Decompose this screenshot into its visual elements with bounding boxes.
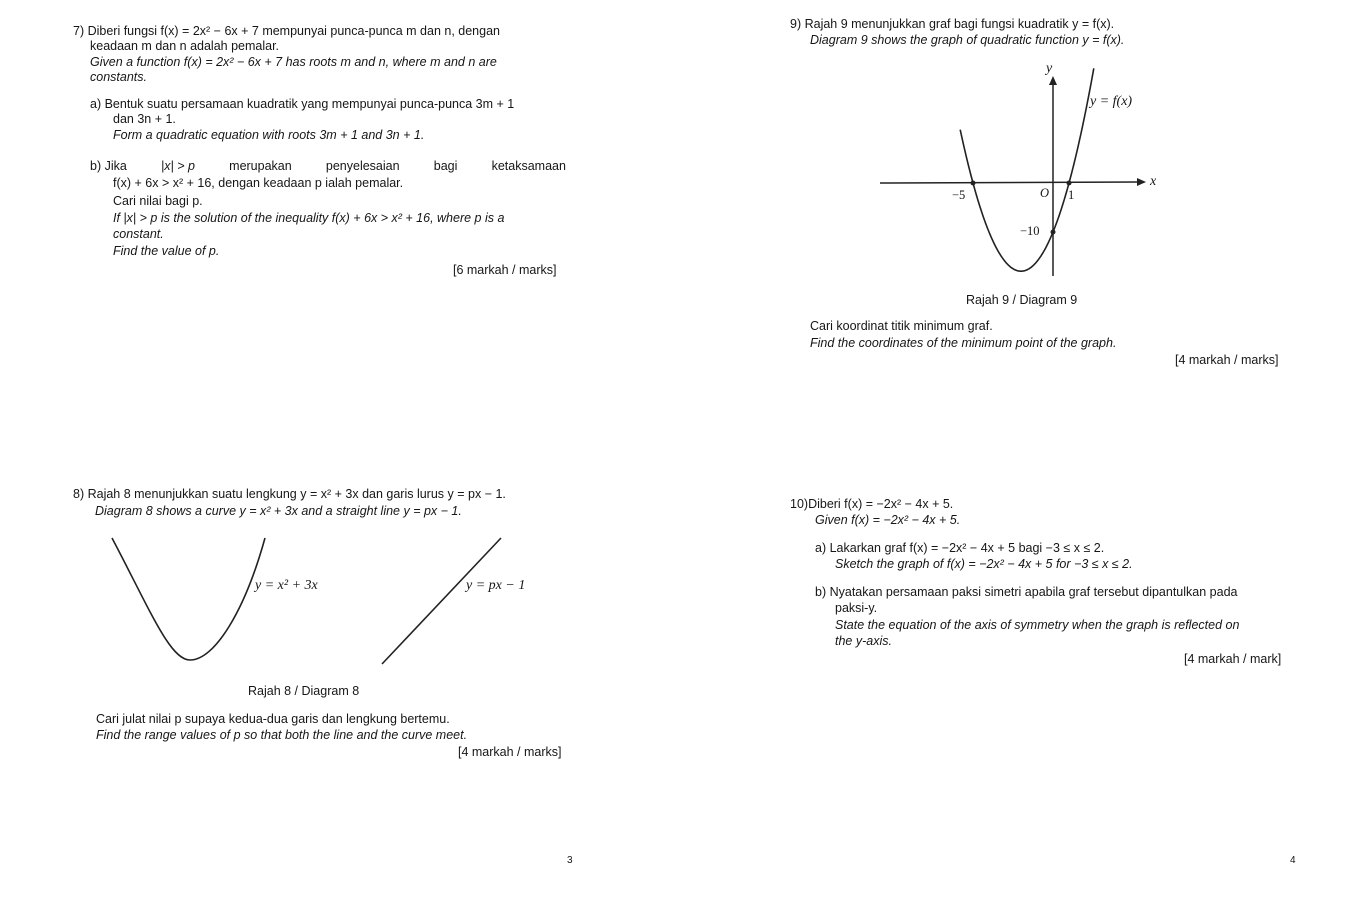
q7b-line: f(x) + 6x > x² + 16, dengan keadaan p ialah pemalar. [113,176,404,190]
q7b-line: constant. [113,227,164,241]
q7a-line: dan 3n + 1. [113,112,176,126]
origin-label: O [1040,186,1050,200]
q7b-word: penyelesaian [325,159,400,173]
x-axis-label: x [1150,174,1157,189]
q10-line: 10)Diberi f(x) = −2x² − 4x + 5. [790,497,954,511]
q7b-line: Find the value of p. [113,244,220,258]
curve-label: y = x² + 3x [255,578,318,593]
q7-line: 7) Diberi fungsi f(x) = 2x² − 6x + 7 mempunyai punca-punca m dan n, dengan [73,24,500,38]
q9-question: Find the coordinates of the minimum point of the graph. [810,336,1117,350]
diagram-9-caption: Rajah 9 / Diagram 9 [966,293,1078,307]
q7a-line: Form a quadratic equation with roots 3m + 1 and 3n + 1. [113,128,425,142]
q10b-line: paksi-y. [835,601,878,615]
q7a-line: a) Bentuk suatu persamaan kuadratik yang mempunyai punca-punca 3m + 1 [90,97,515,111]
q7b-word: bagi [433,159,458,173]
intercept-label: −10 [1020,224,1040,238]
q7-line: constants. [90,70,147,84]
q9-line: 9) Rajah 9 menunjukkan graf bagi fungsi kuadratik y = f(x). [790,17,1115,31]
q10-marks: [4 markah / mark] [1184,652,1282,666]
q9-line: Diagram 9 shows the graph of quadratic function y = f(x). [810,33,1125,47]
q10b-line: State the equation of the axis of symmetry when the graph is reflected on [835,618,1240,632]
curve-label: y = f(x) [1090,94,1133,109]
diagram-8-caption: Rajah 8 / Diagram 8 [248,684,360,698]
q9-question: Cari koordinat titik minimum graf. [810,319,993,333]
line-label: y = px − 1 [466,578,526,593]
y-axis-label: y [1046,61,1053,76]
q7b-word: b) Jika [90,159,127,173]
q10-line: Given f(x) = −2x² − 4x + 5. [815,513,961,527]
root-left-label: −5 [952,188,966,202]
q7b-line: If |x| > p is the solution of the inequality f(x) + 6x > x² + 16, where p is a [113,211,505,225]
q7b-line: Cari nilai bagi p. [113,194,203,208]
q7-marks: [6 markah / marks] [453,263,557,277]
q8-question: Find the range values of p so that both the line and the curve meet. [96,728,468,742]
q10a-line: Sketch the graph of f(x) = −2x² − 4x + 5 for −3 ≤ x ≤ 2. [835,557,1133,571]
q10a-line: a) Lakarkan graf f(x) = −2x² − 4x + 5 bagi −3 ≤ x ≤ 2. [815,541,1105,555]
q7-line: keadaan m dan n adalah pemalar. [90,39,280,53]
q8-line: Diagram 8 shows a curve y = x² + 3x and a straight line y = px − 1. [95,504,462,518]
q7b-word: |x| > p [161,159,195,173]
q7b-word: ketaksamaan [491,159,566,173]
curve-x2-3x [112,538,265,660]
straight-line [382,538,501,664]
page-number: 4 [1290,855,1296,866]
q8-question: Cari julat nilai p supaya kedua-dua garis dan lengkung bertemu. [96,712,450,726]
q10b-line: b) Nyatakan persamaan paksi simetri apabila graf tersebut dipantulkan pada [815,585,1238,599]
q8-line: 8) Rajah 8 menunjukkan suatu lengkung y = x² + 3x dan garis lurus y = px − 1. [73,487,506,501]
q9-marks: [4 markah / marks] [1175,353,1279,367]
q10b-line: the y-axis. [835,634,892,648]
q8-marks: [4 markah / marks] [458,745,562,759]
q7-line: Given a function f(x) = 2x² − 6x + 7 has roots m and n, where m and n are [90,55,497,69]
root-right-label: 1 [1068,188,1075,202]
q7b-word: merupakan [229,159,292,173]
page-number: 3 [567,855,573,866]
